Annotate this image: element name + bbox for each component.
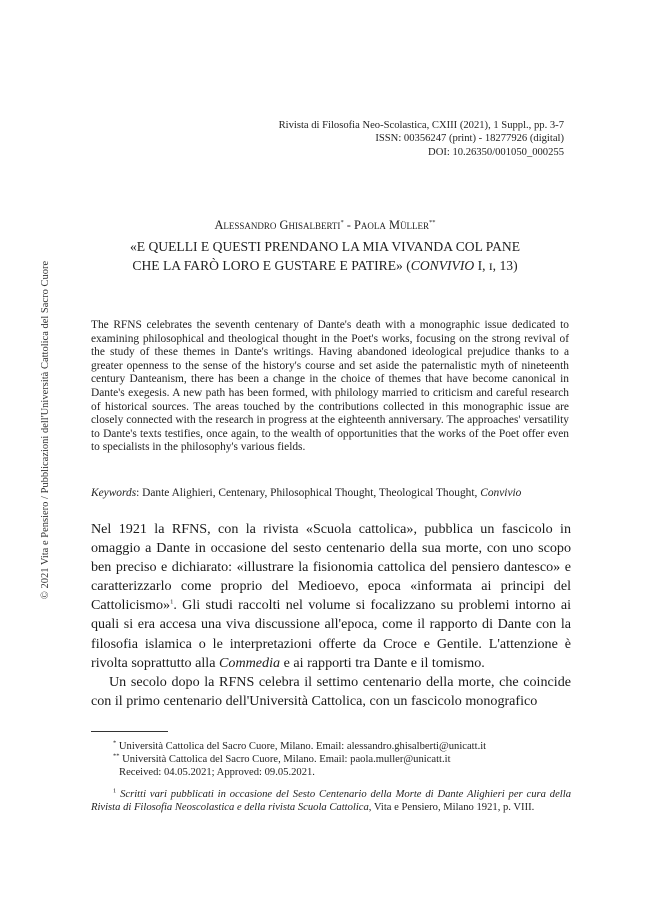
copyright-side-strip: © 2021 Vita e Pensiero / Pubblicazioni dell'Università Cattolica del Sacro Cuore (40, 260, 51, 600)
journal-doi: DOI: 10.26350/001050_000255 (428, 146, 564, 158)
footnotes (91, 740, 571, 814)
authors-line (0, 218, 650, 233)
footnote-text: Università Cattolica del Sacro Cuore, Milano. Email: alessandro.ghisalberti@unicatt.it (116, 741, 487, 752)
affiliation-mark: * (340, 218, 344, 226)
affiliation-mark: ** (429, 218, 436, 226)
body-paragraph (91, 520, 571, 673)
footnote-mark: * (113, 739, 117, 747)
journal-issn: ISSN: 00356247 (print) - 18277926 (digital) (375, 133, 564, 145)
journal-citation: Rivista di Filosofia Neo-Scolastica, CXIII (2021), 1 Suppl., pp. 3-7 (278, 120, 564, 131)
author-name: Paola Müller (354, 218, 430, 232)
paragraph-text: Nel 1921 la RFNS, con la rivista «Scuola cattolica», pubblica un fascicolo in omaggio a Dante in occasione del sesto centenario della sua morte, con uno scopo ben preciso e dichiarato: «illustrare la fisionomia cattolica del pensiero dantesco» e caratterizzarlo come proprio del Medioevo, epoca «informata ai principi del Cattolicismo» (91, 521, 571, 614)
title-work-name: CONVIVIO (410, 257, 475, 273)
footnote-affiliation (91, 753, 571, 766)
footnote-mark: ** (113, 752, 120, 760)
keyword-italic: Convivio (480, 487, 522, 499)
footnote-reference: 1 (170, 598, 174, 606)
title-text: CHE LA FARÒ LORO E GUSTARE E PATIRE» ( (132, 257, 411, 273)
received-dates: Received: 04.05.2021; Approved: 09.05.2021. (119, 767, 315, 779)
keywords-list: : Dante Alighieri, Centenary, Philosophical Thought, Theological Thought, (136, 487, 481, 499)
footnote-text: Università Cattolica del Sacro Cuore, Milano. Email: paola.muller@unicatt.it (119, 754, 451, 766)
title-line (80, 257, 570, 276)
footnote-gap (91, 780, 571, 788)
abstract: The RFNS celebrates the seventh centenary of Dante's death with a monographic issue dedicated to examining philosophical and theological thought in the Poet's works, focusing on the strong revival of the study of these themes in Dante's writings. Having abandoned ideological prejudice thanks to a greater openness to the sense of the history's course and set aside the paternalistic myth of nineteenth century Danteanism, there has been a change in the choice of themes that have become canonical in Dante's exegesis. A new path has been formed, with philology married to criticism and careful research of historical sources. The areas touched by the contributions collected in this monographic issue are closely connected with the research in progress at the eighteenth anniversary. The approaches' versatility to Dante's texts testifies, once again, to the wealth of opportunities that the works of the Poet offer even to specialists in the philosophy's various fields. (91, 319, 569, 454)
author-separator: - (343, 218, 355, 232)
footnote-1 (91, 788, 571, 814)
title-line: «E QUELLI E QUESTI PRENDANO LA MIA VIVANDA COL PANE (129, 239, 521, 254)
paragraph-text: . Gli studi raccolti nel volume si focalizzano su problemi intorno ai quali si era accesa una viva discussione all'epoca, come il rapporto di Dante con la filosofia islamica o le interpretazioni offerte da Croce e Gentile. L'attenzione è rivolta soprattutto alla (91, 597, 571, 671)
footnote-italic-text: Scritti vari pubblicati in occasione del Sesto Centenario della Morte di Dante Alighieri per cura della Rivista di Filosofia Neoscolastica e della rivista Scuola Cattolica (91, 788, 571, 813)
journal-info (164, 119, 564, 159)
work-title: Commedia (219, 654, 281, 671)
footnote-divider (91, 731, 168, 732)
body-paragraph: Un secolo dopo la RFNS celebra il settimo centenario della morte, che coincide con il primo centenario dell'Università Cattolica, con un fascicolo monografico (91, 673, 571, 709)
author-name: Alessandro Ghisalberti (214, 218, 341, 232)
footnote-affiliation (91, 740, 571, 753)
footnote-mark: 1 (113, 787, 117, 795)
paragraph-text: e ai rapporti tra Dante e il tomismo. (280, 654, 485, 671)
keywords (91, 486, 571, 500)
paper-title (80, 238, 570, 275)
body-text (91, 520, 571, 711)
footnote-text: , Vita e Pensiero, Milano 1921, p. VIII. (368, 801, 535, 813)
keywords-label: Keywords (91, 487, 137, 499)
title-reference: I, ɪ, 13) (474, 257, 518, 273)
